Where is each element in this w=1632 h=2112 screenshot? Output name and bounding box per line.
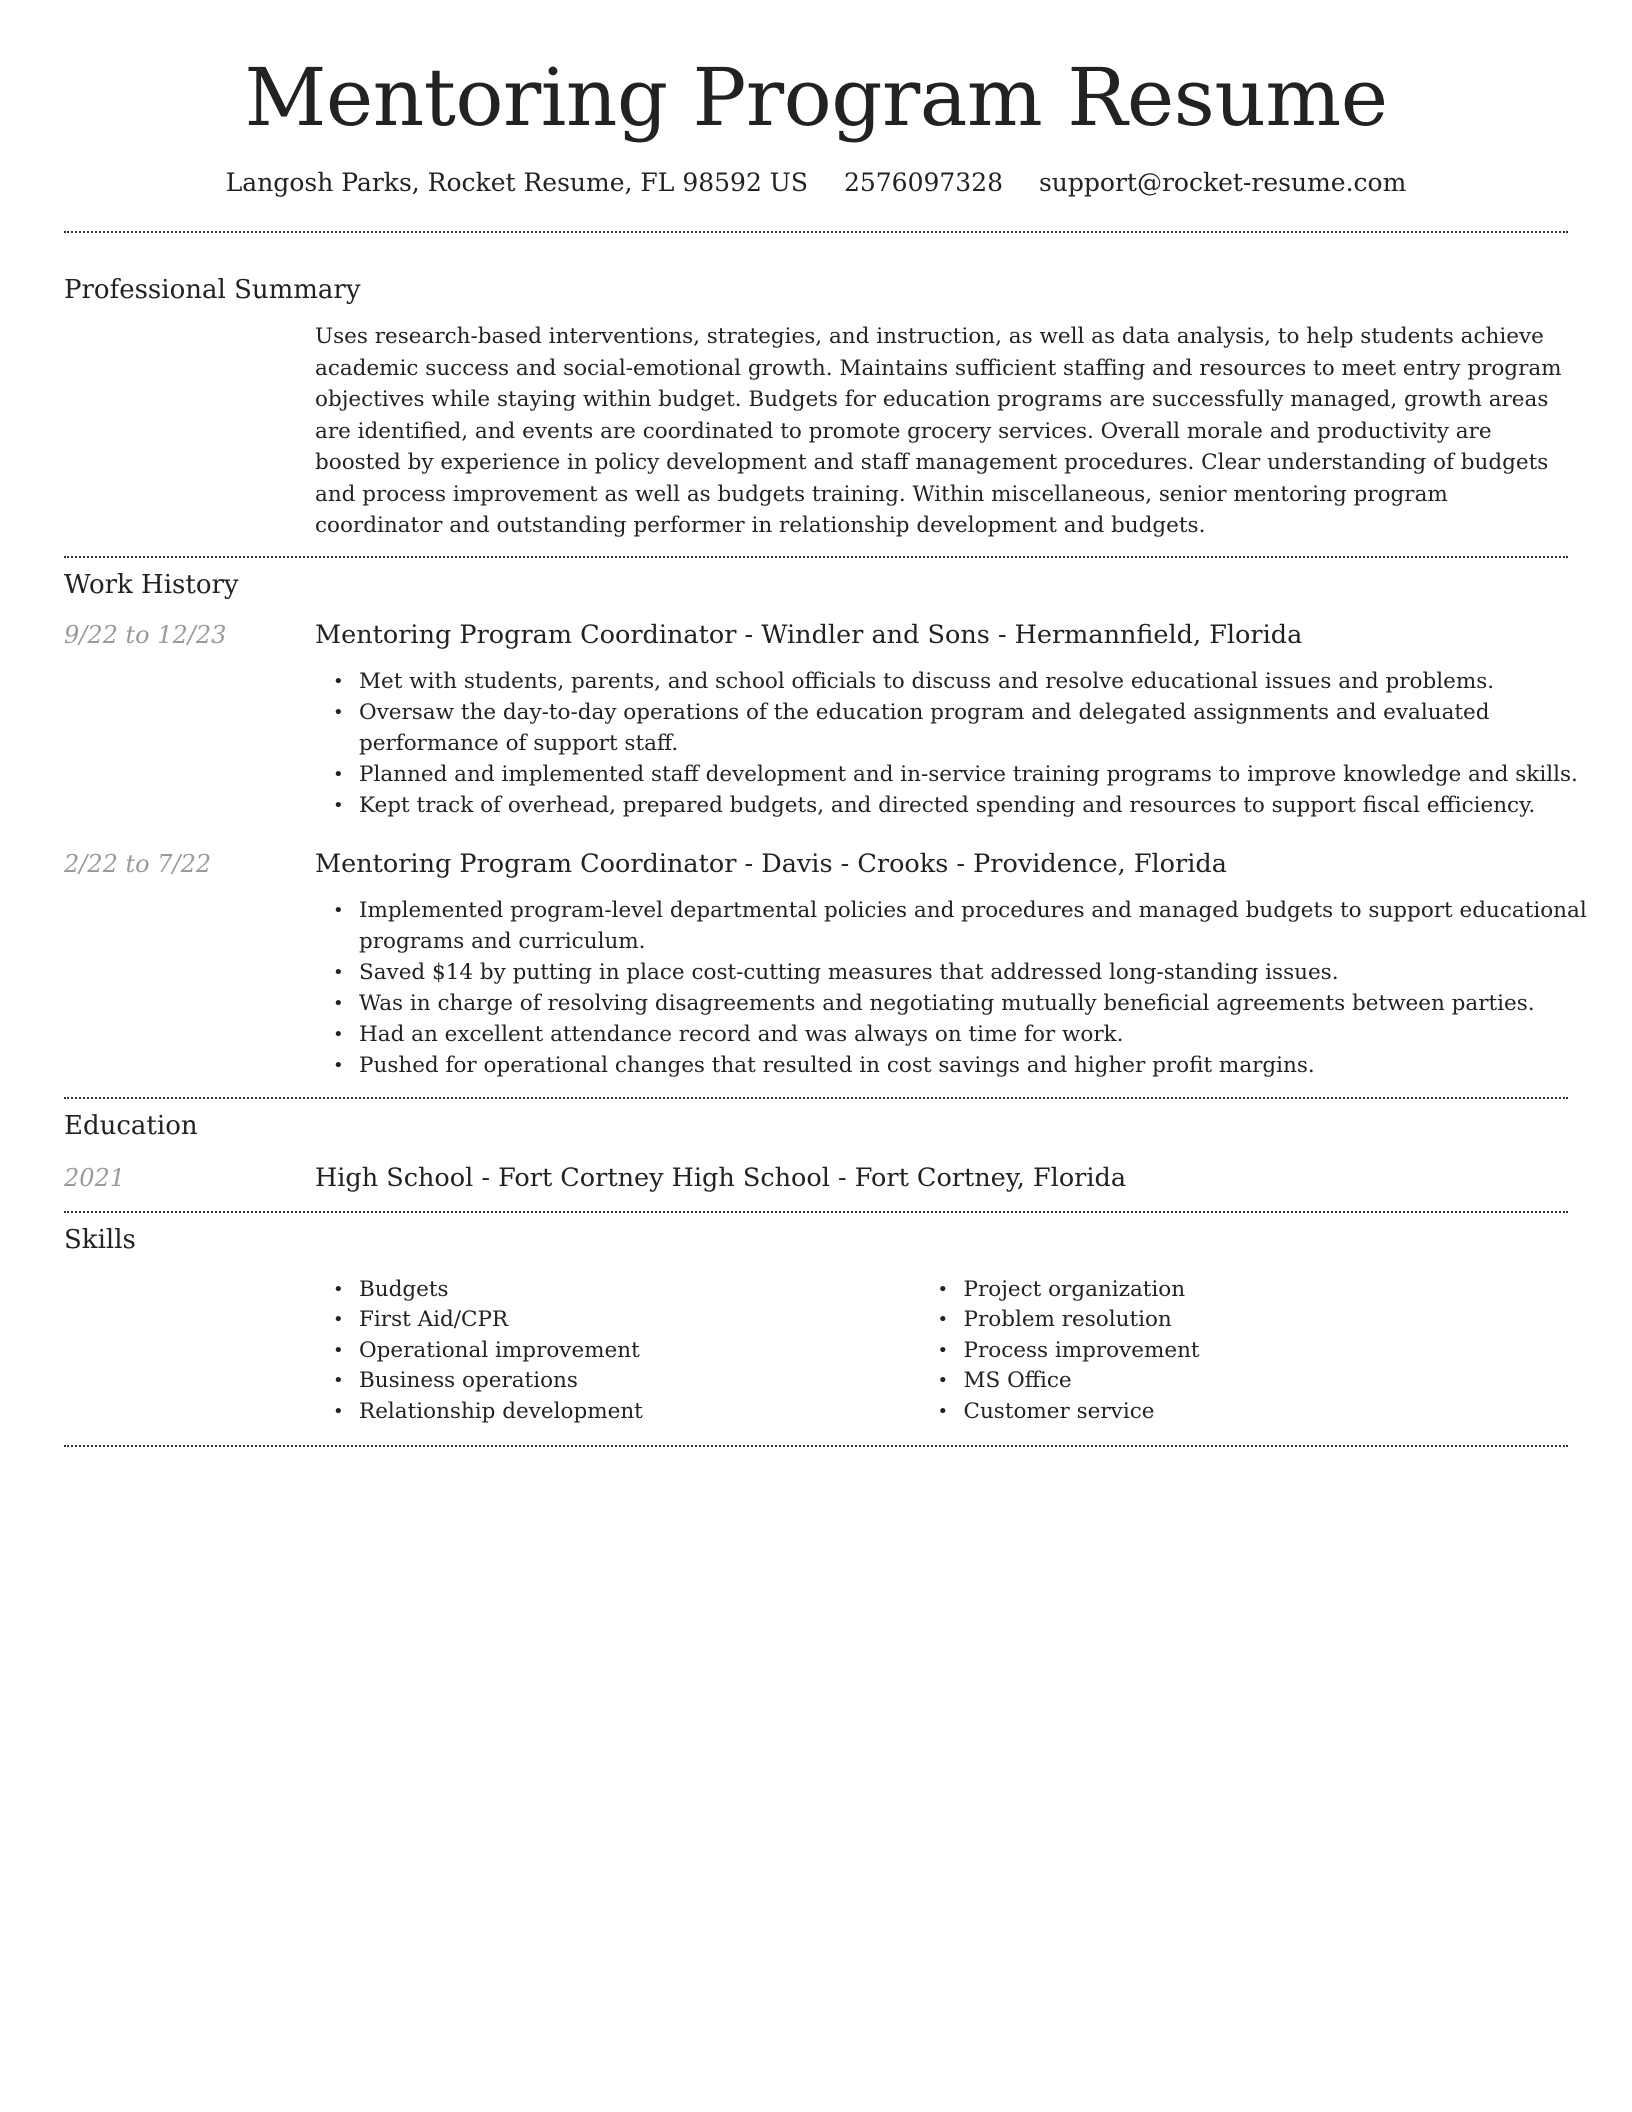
skill-item: • First Aid/CPR	[359, 1305, 964, 1336]
skills-list	[359, 1275, 1568, 1428]
job-header	[64, 620, 1568, 650]
skills-column-right	[964, 1275, 1569, 1428]
skill-item: • Process improvement	[964, 1336, 1569, 1367]
skill-item: • MS Office	[964, 1366, 1569, 1397]
education-entry	[64, 1163, 1568, 1193]
list-item: • Planned and implemented staff development and in-service training programs to improve knowledge and skills.	[359, 759, 1609, 790]
list-item: • Kept track of overhead, prepared budgets, and directed spending and resources to support fiscal efficiency.	[359, 790, 1609, 821]
skills-column-left	[359, 1275, 964, 1428]
skill-item: • Business operations	[359, 1366, 964, 1397]
job-bullets	[359, 895, 1609, 1081]
job-title: Mentoring Program Coordinator - Windler and Sons - Hermannfield, Florida	[315, 619, 1303, 650]
list-item: • Implemented program-level departmental policies and procedures and managed budgets to support educational programs and curriculum.	[359, 895, 1609, 957]
skill-item: • Relationship development	[359, 1397, 964, 1428]
contact-phone: 2576097328	[843, 168, 1004, 197]
skill-item: • Project organization	[964, 1275, 1569, 1306]
education-title: High School - Fort Cortney High School - Fort Cortney, Florida	[315, 1162, 1127, 1193]
contact-line	[64, 168, 1568, 197]
section-heading-education: Education	[64, 1110, 198, 1141]
divider	[64, 1097, 1568, 1099]
job-entry	[64, 619, 1578, 821]
job-dates: 9/22 to 12/23	[64, 620, 227, 649]
contact-email: support@rocket-resume.com	[1038, 168, 1407, 197]
divider	[64, 556, 1568, 558]
list-item: • Pushed for operational changes that resulted in cost savings and higher profit margins.	[359, 1050, 1609, 1081]
divider	[64, 1445, 1568, 1447]
education-year: 2021	[64, 1163, 126, 1192]
skill-item: • Budgets	[359, 1275, 964, 1306]
list-item: • Had an excellent attendance record and was always on time for work.	[359, 1019, 1609, 1050]
summary-text: Uses research-based interventions, strategies, and instruction, as well as data analysis, to help students achieve academic success and social-emotional growth. Maintains sufficient staffing and resources to meet entry program objectives while staying within budget. Budgets for education programs are successfully managed, growth areas are identified, and events are coordinated to promote grocery services. Overall morale and productivity are boosted by experience in policy development and staff management procedures. Clear understanding of budgets and process improvement as well as budgets training. Within miscellaneous, senior mentoring program coordinator and outstanding performer in relationship development and budgets.	[315, 324, 1562, 538]
list-item: • Saved $14 by putting in place cost-cutting measures that addressed long-standing issues.	[359, 957, 1609, 988]
resume-page	[64, 0, 1587, 1447]
skill-item: • Problem resolution	[964, 1305, 1569, 1336]
divider	[64, 1211, 1568, 1213]
job-entry	[64, 848, 1587, 1081]
list-item: • Met with students, parents, and school officials to discuss and resolve educational issues and problems.	[359, 666, 1609, 697]
skill-item: • Operational improvement	[359, 1336, 964, 1367]
job-title: Mentoring Program Coordinator - Davis - Crooks - Providence, Florida	[315, 848, 1227, 879]
resume-title: Mentoring Program Resume	[244, 51, 1388, 144]
list-item: • Oversaw the day-to-day operations of the education program and delegated assignments and evaluated performance of support staff.	[359, 697, 1609, 759]
job-bullets	[359, 666, 1609, 821]
divider	[64, 231, 1568, 233]
section-heading-summary: Professional Summary	[64, 275, 361, 305]
list-item: • Was in charge of resolving disagreements and negotiating mutually beneficial agreements between parties.	[359, 988, 1609, 1019]
job-header	[64, 849, 1568, 879]
section-heading-work-history: Work History	[64, 569, 239, 600]
contact-address: Langosh Parks, Rocket Resume, FL 98592 US	[225, 168, 808, 197]
section-heading-skills: Skills	[64, 1224, 136, 1255]
skill-item: • Customer service	[964, 1397, 1569, 1428]
job-dates: 2/22 to 7/22	[64, 849, 212, 878]
